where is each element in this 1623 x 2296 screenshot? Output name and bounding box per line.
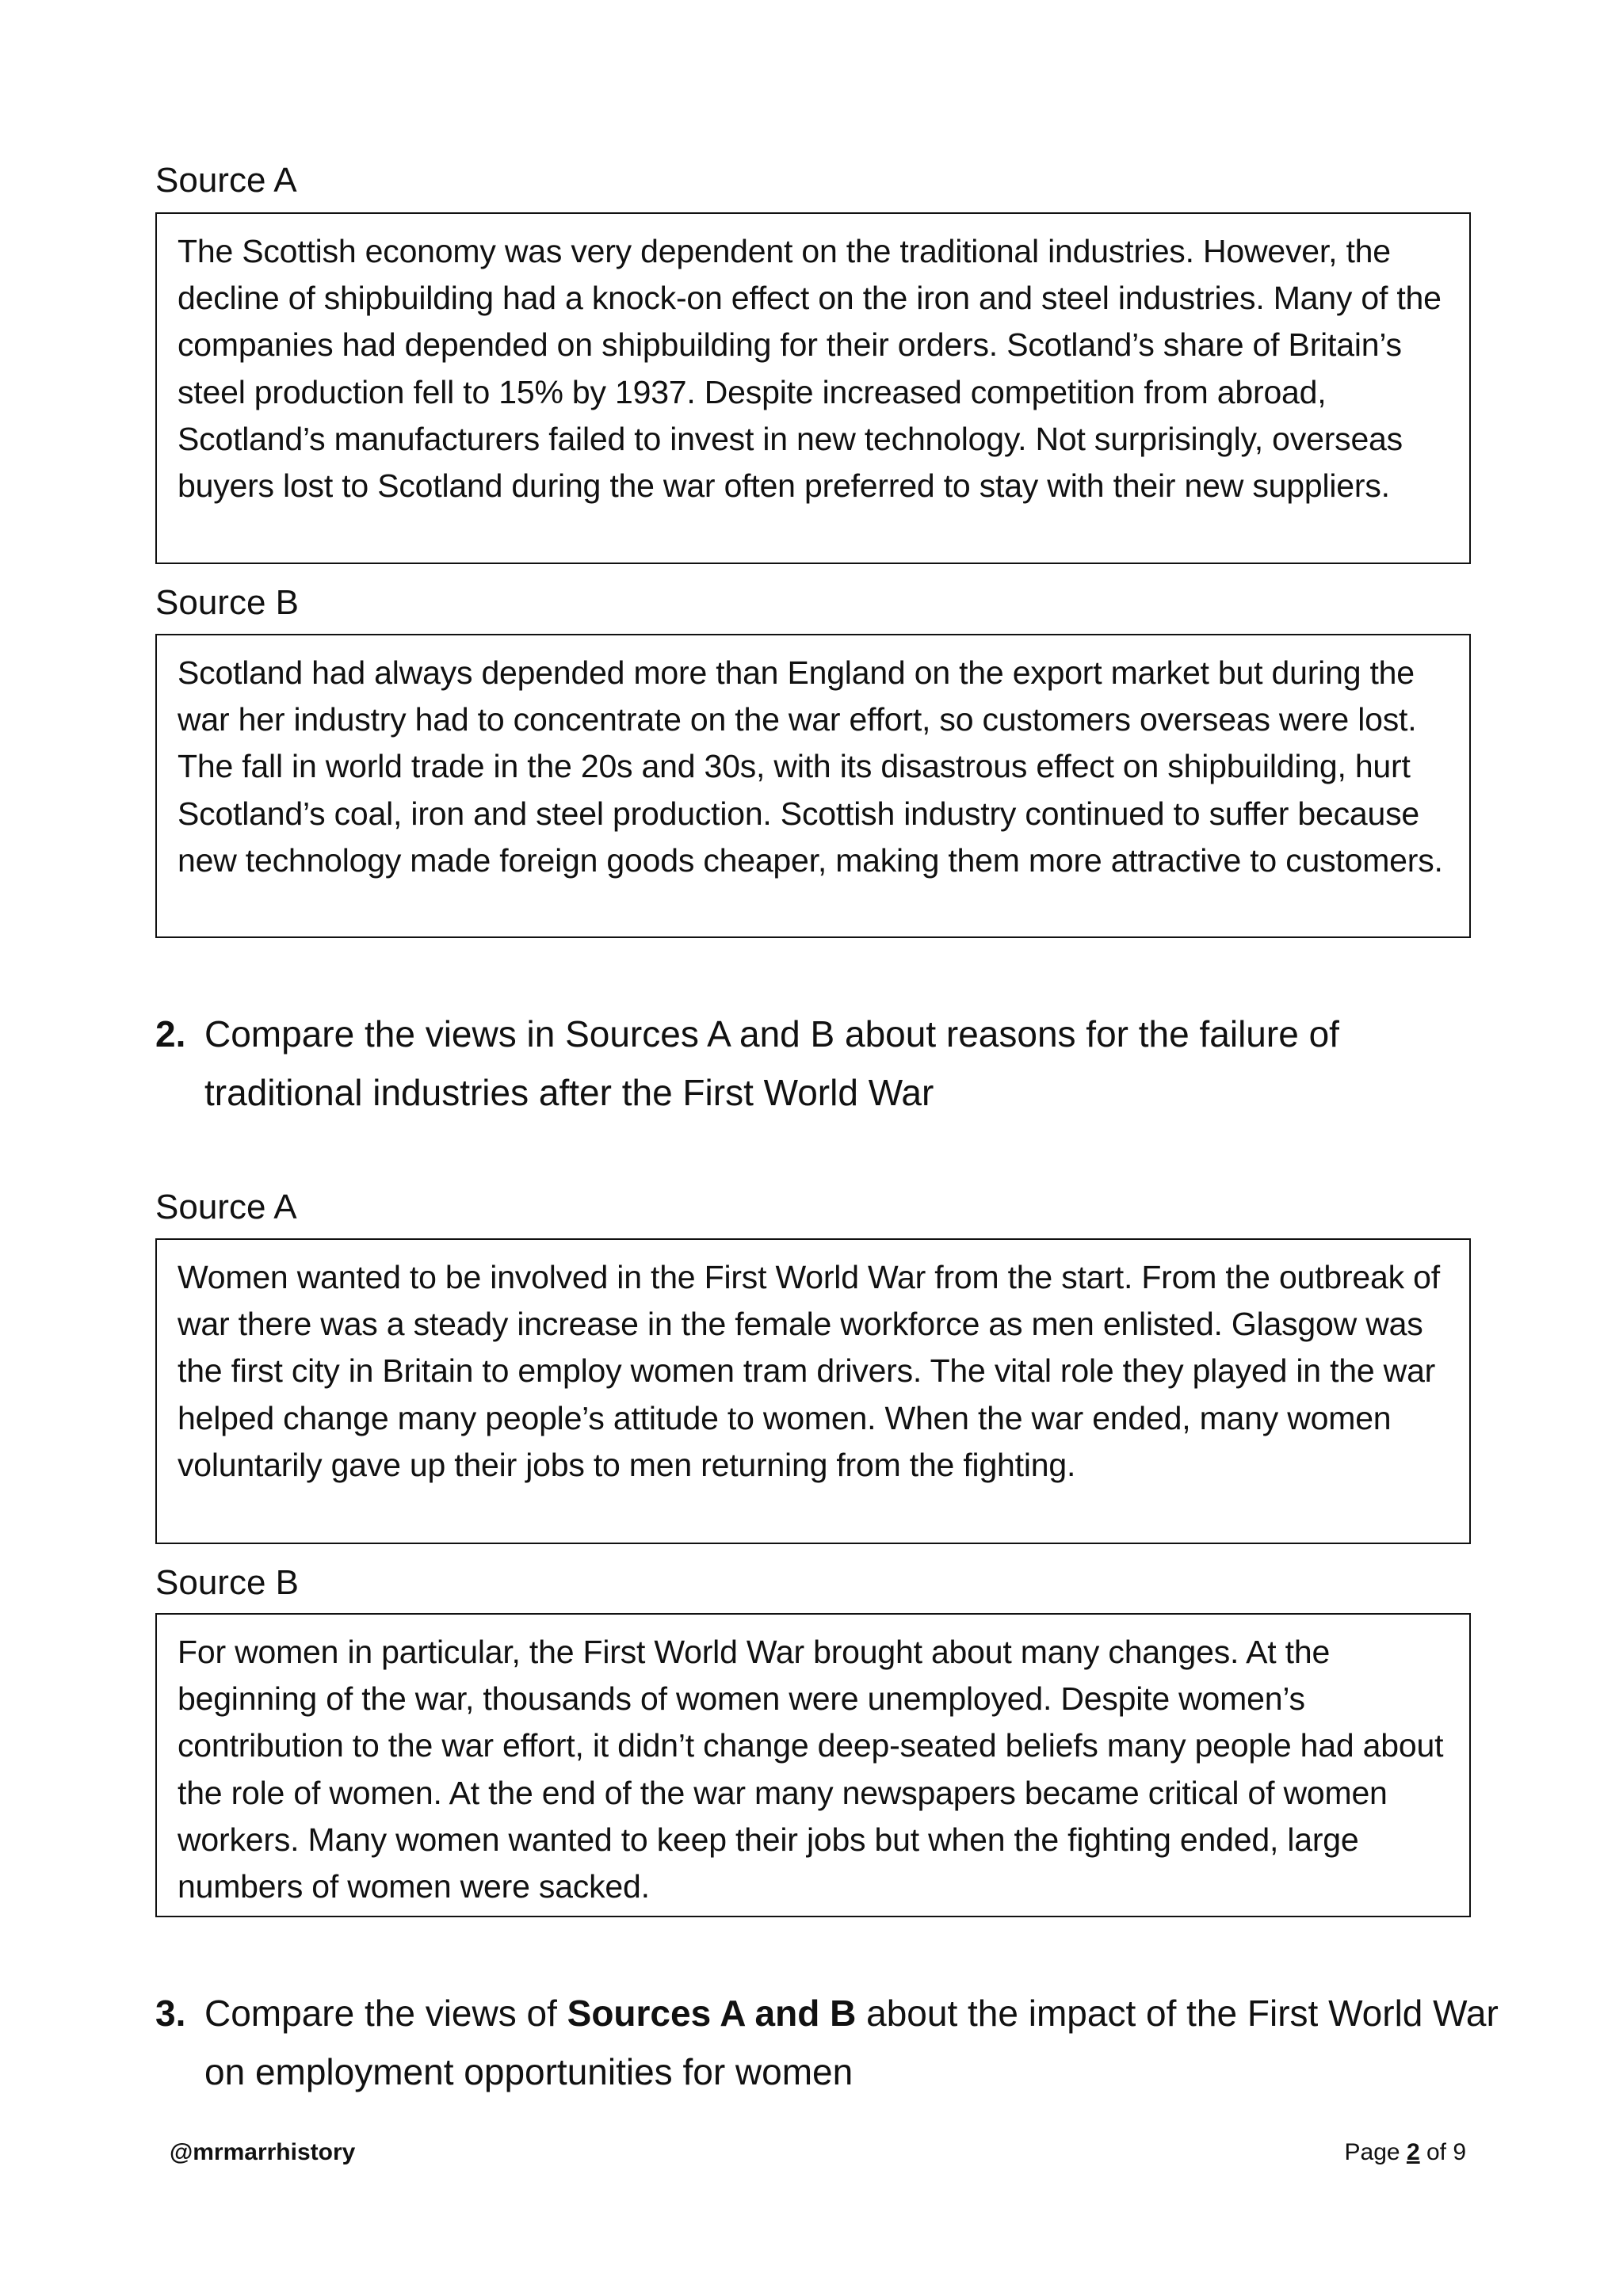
source-b-text: For women in particular, the First World War brought about many changes. At the beginning of the war, thousands of women were unemployed. Despite women’s contribution to the war effort, it didn’t change deep-seated beliefs many people had about the role of women. At the end of the war many newspapers became critical of women workers. Many women wanted to keep their jobs but when the fighting ended, large numbers of women were sacked. (178, 1634, 1444, 1905)
source-b-box (155, 1613, 1471, 1917)
source-a-text: Women wanted to be involved in the First World War from the start. From the outbreak of war there was a steady increase in the female workforce as men enlisted. Glasgow was the first city in Britain to employ women tram drivers. The vital role they played in the war helped change many people’s attitude to women. When the war ended, many women voluntarily gave up their jobs to men returning from the fighting. (178, 1259, 1440, 1483)
source-b-box (155, 634, 1471, 938)
question-emphasis: Sources A and B (567, 1993, 857, 2034)
source-a-box (155, 1238, 1471, 1544)
source-a-heading: Source A (155, 1188, 297, 1226)
question-text-part: about the impact of the First World War on employment opportunities for women (204, 1993, 1499, 2092)
question-3 (155, 1984, 1503, 2101)
page-prefix: Page (1344, 2139, 1407, 2165)
source-b-heading: Source B (155, 583, 299, 622)
source-a-heading: Source A (155, 161, 297, 200)
source-a-text: The Scottish economy was very dependent on the traditional industries. However, the decline of shipbuilding had a knock-on effect on the iron and steel industries. Many of the companies had depended on shipbuilding for their orders. Scotland’s share of Britain’s steel production fell to 15% by 1937. Despite increased competition from abroad, Scotland’s manufacturers failed to invest in new technology. Not surprisingly, overseas buyers lost to Scotland during the war often preferred to stay with their new suppliers. (178, 233, 1442, 505)
source-b-heading: Source B (155, 1563, 299, 1602)
page-suffix: of 9 (1419, 2139, 1466, 2165)
question-number: 3. (155, 1993, 186, 2034)
question-text (204, 1984, 1503, 2101)
question-text-part: Compare the views of (204, 1993, 567, 2034)
question-text: Compare the views in Sources A and B about reasons for the failure of traditional industries after the First World War (204, 1013, 1339, 1113)
question-2 (155, 1005, 1503, 1122)
question-number: 2. (155, 1013, 186, 1055)
source-a-box (155, 212, 1471, 564)
page-number: 2 (1406, 2139, 1420, 2165)
page-indicator (1345, 2139, 1466, 2166)
source-b-text: Scotland had always depended more than England on the export market but during the war her industry had to concentrate on the war effort, so customers overseas were lost. The fall in world trade in the 20s and 30s, with its disastrous effect on shipbuilding, hurt Scotland’s coal, iron and steel production. Scottish industry continued to suffer because new technology made foreign goods cheaper, making them more attractive to customers. (178, 654, 1443, 879)
author-handle: @mrmarrhistory (170, 2139, 356, 2165)
